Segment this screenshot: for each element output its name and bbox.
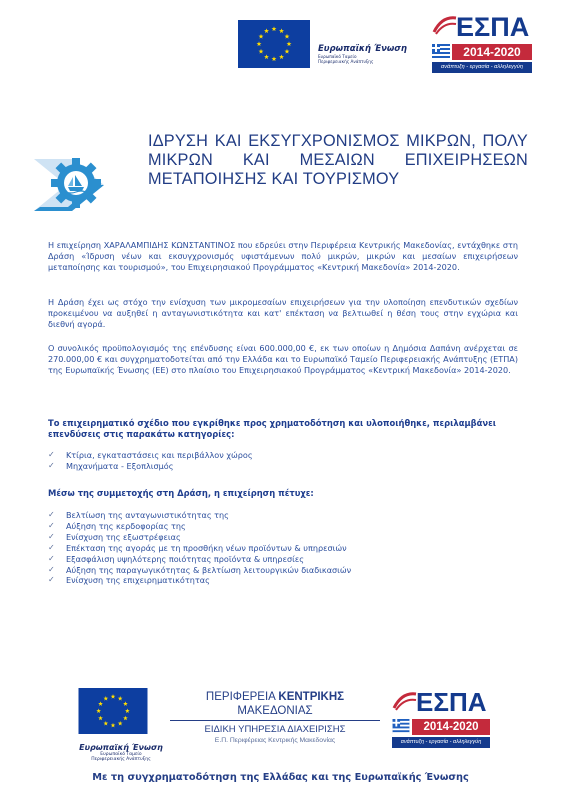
region-name-a: ΠΕΡΙΦΕΡΕΙΑ	[205, 691, 279, 703]
eu-logo-text-bottom	[76, 743, 166, 762]
result-text: Επέκταση της αγοράς με τη προσθήκη νέων προϊόντων & υπηρεσιών	[66, 542, 347, 553]
check-icon: ✓	[48, 553, 55, 563]
check-icon: ✓	[48, 531, 55, 541]
espa-bottom-word: ΕΣΠΑ	[416, 687, 487, 717]
espa-bottom-slogan: ανάπτυξη - εργασία - αλληλεγγύη	[392, 737, 490, 748]
espa-logo-word: ΕΣΠΑ	[456, 12, 530, 42]
categories-list	[48, 450, 518, 472]
results-list	[48, 510, 518, 586]
espa-logo	[432, 12, 532, 74]
page-title: ΙΔΡΥΣΗ ΚΑΙ ΕΚΣΥΓΧΡΟΝΙΣΜΟΣ ΜΙΚΡΩΝ, ΠΟΛΥ ΜΙΚΡΩΝ ΚΑΙ ΜΕΣΑΙΩΝ ΕΠΙΧΕΙΡΗΣΕΩΝ ΜΕΤΑΠΟΙΗΣΗΣ ΚΑΙ ΤΟΥΡΙΣΜΟΥ	[148, 132, 528, 188]
eu-flag-logo	[238, 20, 310, 68]
result-text: Εξασφάλιση υψηλότερης ποιότητας προϊόντα & υπηρεσίες	[66, 553, 304, 564]
list-item	[48, 575, 518, 586]
eu-bottom-sub1: Ευρωπαϊκό Ταμείο	[100, 752, 142, 757]
check-icon: ✓	[48, 575, 55, 585]
region-name-c: ΜΑΚΕΔΟΝΙΑΣ	[237, 705, 313, 717]
region-name	[170, 690, 380, 718]
check-icon: ✓	[48, 450, 55, 459]
greek-flag-icon	[432, 44, 450, 60]
plan-heading: Το επιχειρηματικό σχέδιο που εγκρίθηκε προς χρηματοδότηση και υλοποιήθηκε, περιλαμβάνει επενδύσεις στις παρακάτω κατηγορίες:	[48, 418, 497, 439]
operational-programme: Ε.Π. Περιφέρειας Κεντρικής Μακεδονίας	[214, 737, 336, 744]
region-divider	[170, 720, 380, 721]
greek-flag-icon	[392, 719, 410, 734]
eu-logo-text	[318, 44, 418, 64]
list-item	[48, 543, 518, 554]
result-text: Βελτίωση της ανταγωνιστικότητας της	[66, 510, 229, 520]
eu-bottom-sub2: Περιφερειακής Ανάπτυξης	[91, 757, 151, 762]
managing-authority: ΕΙΔΙΚΗ ΥΠΗΡΕΣΙΑ ΔΙΑΧΕΙΡΙΣΗΣ	[204, 724, 346, 735]
espa-swoosh-icon	[392, 690, 418, 712]
result-text: Ενίσχυση της επιχειρηματικότητας	[66, 575, 210, 586]
list-item	[48, 461, 518, 472]
result-text: Ενίσχυση της εξωστρέφειας	[66, 531, 181, 542]
espa-logo-bottom	[392, 688, 490, 748]
goal-paragraph: Η Δράση έχει ως στόχο την ενίσχυση των μικρομεσαίων επιχειρήσεων για την υλοποίηση επενδυτικών σχεδίων προκειμένου να αυξηθεί η ανταγωνιστικότητα και κατ' επέκταση να βελτιωθεί η θέση τους στην εγχώρια και διεθνή αγορά.	[48, 297, 518, 329]
list-item	[48, 510, 518, 521]
espa-logo-slogan: ανάπτυξη - εργασία - αλληλεγγύη	[432, 62, 532, 73]
list-item	[48, 554, 518, 565]
check-icon: ✓	[48, 510, 55, 519]
list-item	[48, 450, 518, 461]
category-text: Κτίρια, εγκαταστάσεις και περιβάλλον χώρος	[66, 450, 253, 460]
check-icon: ✓	[48, 542, 55, 552]
list-item	[48, 565, 518, 576]
check-icon: ✓	[48, 564, 55, 574]
results-heading: Μέσω της συμμετοχής στη Δράση, η επιχείρηση πέτυχε:	[48, 488, 314, 498]
region-logo	[170, 690, 380, 746]
region-name-b: ΚΕΝΤΡΙΚΗΣ	[278, 691, 345, 703]
result-text: Αύξηση της παραγωγικότητας & βελτίωση λειτουργικών διαδικασιών	[66, 564, 352, 575]
espa-swoosh-icon	[432, 14, 458, 36]
espa-bottom-years: 2014-2020	[412, 719, 490, 735]
check-icon: ✓	[48, 520, 55, 530]
intro-paragraph: Η επιχείρηση ΧΑΡΑΛΑΜΠΙΔΗΣ ΚΩΝΣΤΑΝΤΙΝΟΣ που εδρεύει στην Περιφέρεια Κεντρικής Μακεδονίας, εντάχθηκε στη Δράση «Ίδρυση νέων και εκσυγχρονισμός υφιστάμενων πολύ μικρών, μικρών και μεσαίων επιχειρήσεων μεταποίησης και τουρισμού», του Επιχειρησιακού Προγράμματος «Κεντρική Μακεδονία» 2014-2020.	[48, 240, 518, 272]
eu-flag-logo-bottom	[78, 688, 148, 734]
gear-emblem-icon	[34, 149, 134, 221]
eu-bottom-title: Ευρωπαϊκή Ένωση	[79, 743, 163, 752]
espa-logo-years: 2014-2020	[452, 44, 532, 60]
check-icon: ✓	[48, 460, 55, 470]
result-text: Αύξηση της κερδοφορίας της	[66, 520, 186, 531]
eu-logo-sub2: Περιφερειακής Ανάπτυξης	[318, 59, 374, 64]
eu-logo-sub1: Ευρωπαϊκό Ταμείο	[318, 54, 357, 59]
cofunding-footer: Με τη συγχρηματοδότηση της Ελλάδας και της Ευρωπαϊκής Ένωσης	[92, 772, 469, 783]
list-item	[48, 532, 518, 543]
budget-paragraph: Ο συνολικός προϋπολογισμός της επένδυσης είναι 600.000,00 €, εκ των οποίων η Δημόσια Δαπάνη ανέρχεται σε 270.000,00 € και συγχρηματοδοτείται από την Ελλάδα και το Ευρωπαϊκό Ταμείο Περιφερειακής Ανάπτυξης (ΕΤΠΑ) της Ευρωπαϊκής Ένωσης (ΕΕ) στο πλαίσιο του Επιχειρησιακού Προγράμματος «Κεντρική Μακεδονία» 2014-2020.	[48, 343, 518, 375]
list-item	[48, 521, 518, 532]
eu-logo-title: Ευρωπαϊκή Ένωση	[318, 44, 407, 54]
category-text: Μηχανήματα - Εξοπλισμός	[66, 460, 174, 471]
